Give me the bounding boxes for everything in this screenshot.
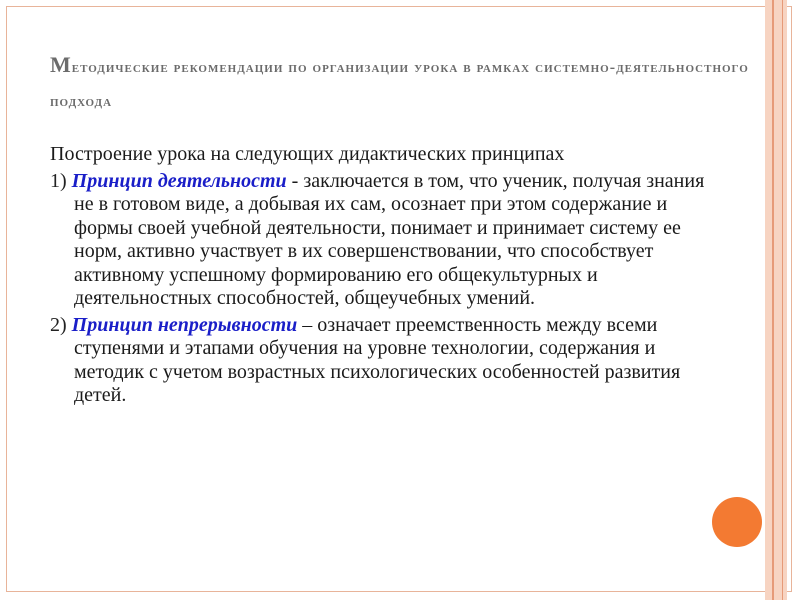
right-decorative-line-thin — [782, 0, 783, 600]
decorative-orange-circle — [712, 497, 762, 547]
right-decorative-line — [772, 0, 774, 600]
slide-content — [50, 143, 710, 408]
item-number: 2) — [50, 313, 67, 336]
item-number: 1) — [50, 169, 67, 192]
slide-title — [50, 48, 750, 119]
principle-description: - заключается в том, что ученик, получая знания не в готовом виде, а добывая их сам, осознает при этом содержание и формы своей учебной деятельности, понимает и принимает систему ее норм, активно участвует в их совершенствовании, что способствует активному успешному формированию его общекультурных и деятельностных способностей, общеучебных умений. — [74, 169, 705, 309]
principle-term: Принцип деятельности — [71, 169, 287, 192]
title-text: етодические рекомендации по организации урока в рамках системно-деятельностного подхода — [50, 59, 749, 110]
content-heading: Построение урока на следующих дидактических принципах — [50, 143, 565, 165]
principle-term: Принцип непрерывности — [71, 313, 298, 336]
right-decorative-band — [765, 0, 787, 600]
principle-item — [50, 170, 710, 311]
principle-description: – означает преемственность между всеми ступенями и этапами обучения на уровне технологии, содержания и методик с учетом возрастных психологических особенностей развития детей. — [74, 313, 681, 406]
principle-item — [50, 314, 710, 408]
title-initial: М — [50, 52, 72, 77]
